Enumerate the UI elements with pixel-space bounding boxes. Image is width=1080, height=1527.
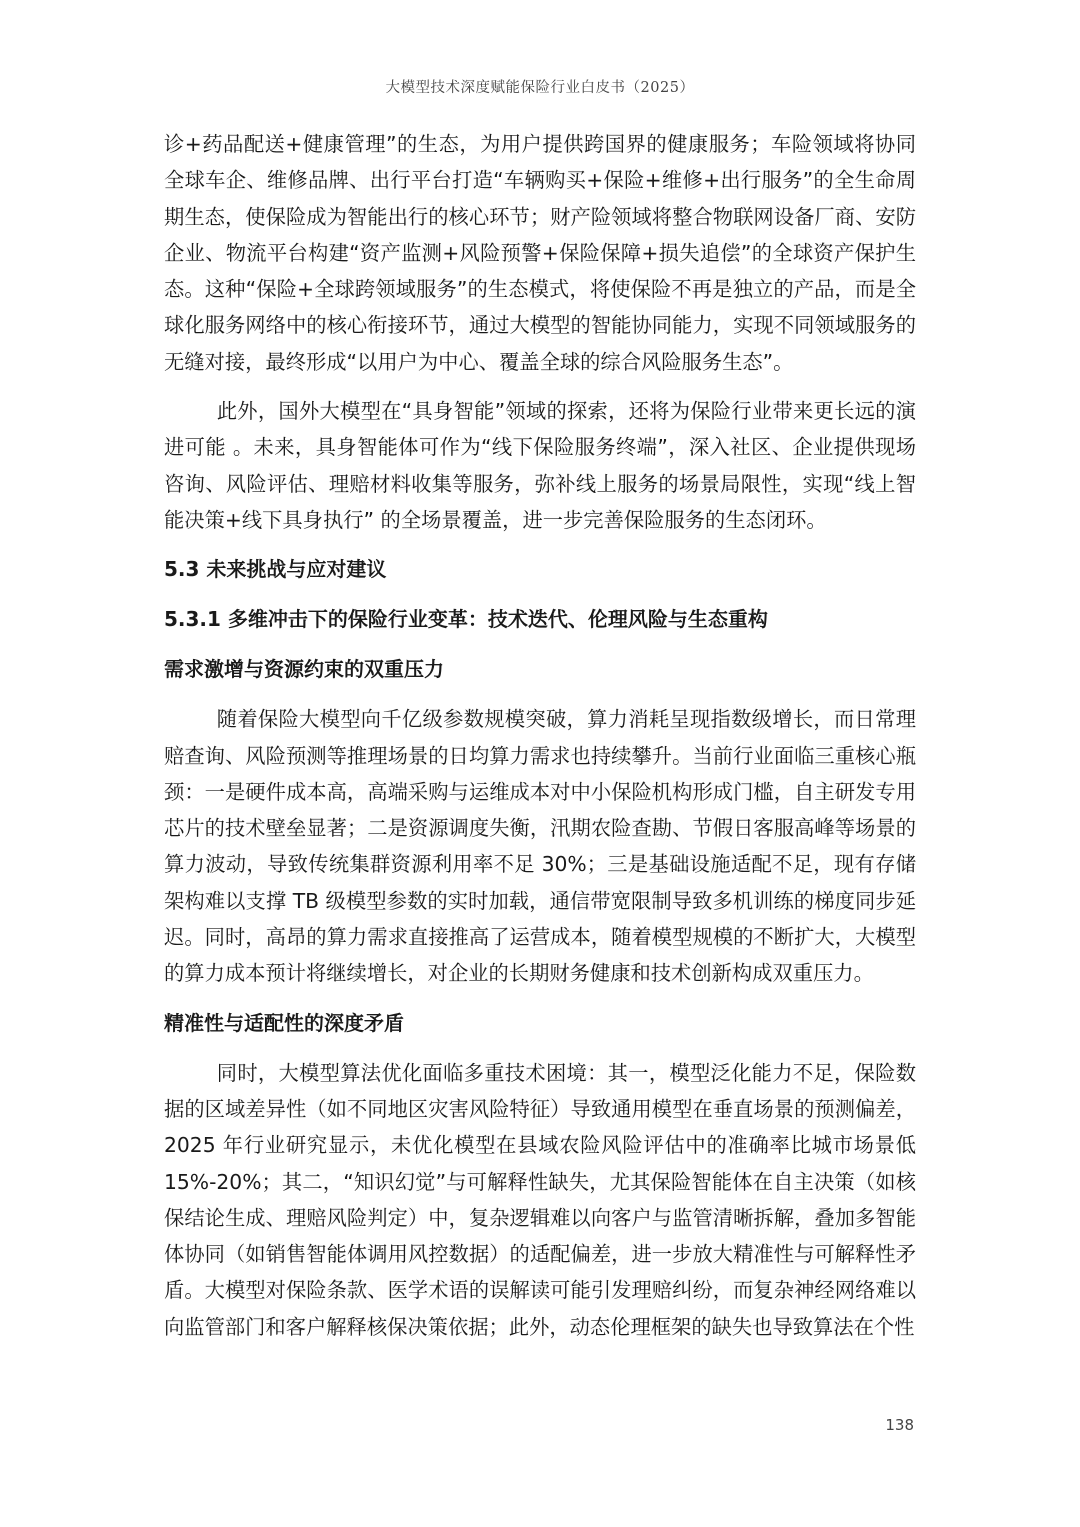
topic-heading-accuracy: 精准性与适配性的深度矛盾 [164, 1010, 404, 1035]
subsection-heading: 5.3.1 多维冲击下的保险行业变革：技术迭代、伦理风险与生态重构 [164, 607, 768, 632]
topic-heading-demand: 需求激增与资源约束的双重压力 [164, 657, 444, 682]
page-body [164, 126, 916, 1358]
paragraph-accuracy-conflict: 同时，大模型算法优化面临多重技术困境：其一，模型泛化能力不足，保险数据的区域差异性（如不同地区灾害风险特征）导致通用模型在垂直场景的预测偏差，2025 年行业研究显示，未优化模型在县域农险风险评估中的准确率比城市场景低 15%-20%；其二，“知识幻觉”与可解释性缺失，尤其保险智能体在自主决策（如核保结论生成、理赔风险判定）中，复杂逻辑难以向客户与监管清晰拆解，叠加多智能体协同（如销售智能体调用风控数据）的适配偏差，进一步放大精准性与可解释性矛盾。大模型对保险条款、医学术语的误解读可能引发理赔纠纷，而复杂神经网络难以向监管部门和客户解释核保决策依据；此外，动态伦理框架的缺失也导致算法在个性 [164, 1060, 916, 1339]
paragraph-ecosystem: 诊+药品配送+健康管理”的生态，为用户提供跨国界的健康服务；车险领域将协同全球车企、维修品牌、出行平台打造“车辆购买+保险+维修+出行服务”的全生命周期生态，使保险成为智能出行的核心环节；财产险领域将整合物联网设备厂商、安防企业、物流平台构建“资产监测+风险预警+保险保障+损失追偿”的全球资产保护生态。这种“保险+全球跨领域服务”的生态模式，将使保险不再是独立的产品，而是全球化服务网络中的核心衔接环节，通过大模型的智能协同能力，实现不同领域服务的无缝对接，最终形成“以用户为中心、覆盖全球的综合风险服务生态”。 [164, 132, 916, 374]
paragraph-compute-pressure: 随着保险大模型向千亿级参数规模突破，算力消耗呈现指数级增长，而日常理赔查询、风险预测等推理场景的日均算力需求也持续攀升。当前行业面临三重核心瓶颈：一是硬件成本高，高端采购与运维成本对中小保险机构形成门槛，自主研发专用芯片的技术壁垒显著；二是资源调度失衡，汛期农险查勘、节假日客服高峰等场景的算力波动，导致传统集群资源利用率不足 30%；三是基础设施适配不足，现有存储架构难以支撑 TB 级模型参数的实时加载，通信带宽限制导致多机训练的梯度同步延迟。同时，高昂的算力需求直接推高了运营成本，随着模型规模的不断扩大，大模型的算力成本预计将继续增长，对企业的长期财务健康和技术创新构成双重压力。 [164, 707, 916, 986]
page-number: 138 [885, 1416, 914, 1434]
section-heading: 5.3 未来挑战与应对建议 [164, 557, 387, 582]
page-header: 大模型技术深度赋能保险行业白皮书（2025） [385, 80, 695, 96]
paragraph-embodied-intelligence: 此外，国外大模型在“具身智能”领域的探索，还将为保险行业带来更长远的演进可能 。未来，具身智能体可作为“线下保险服务终端”，深入社区、企业提供现场咨询、风险评估、理赔材料收集等服务，弥补线上服务的场景局限性，实现“线上智能决策+线下具身执行” 的全场景覆盖，进一步完善保险服务的生态闭环。 [164, 399, 916, 532]
